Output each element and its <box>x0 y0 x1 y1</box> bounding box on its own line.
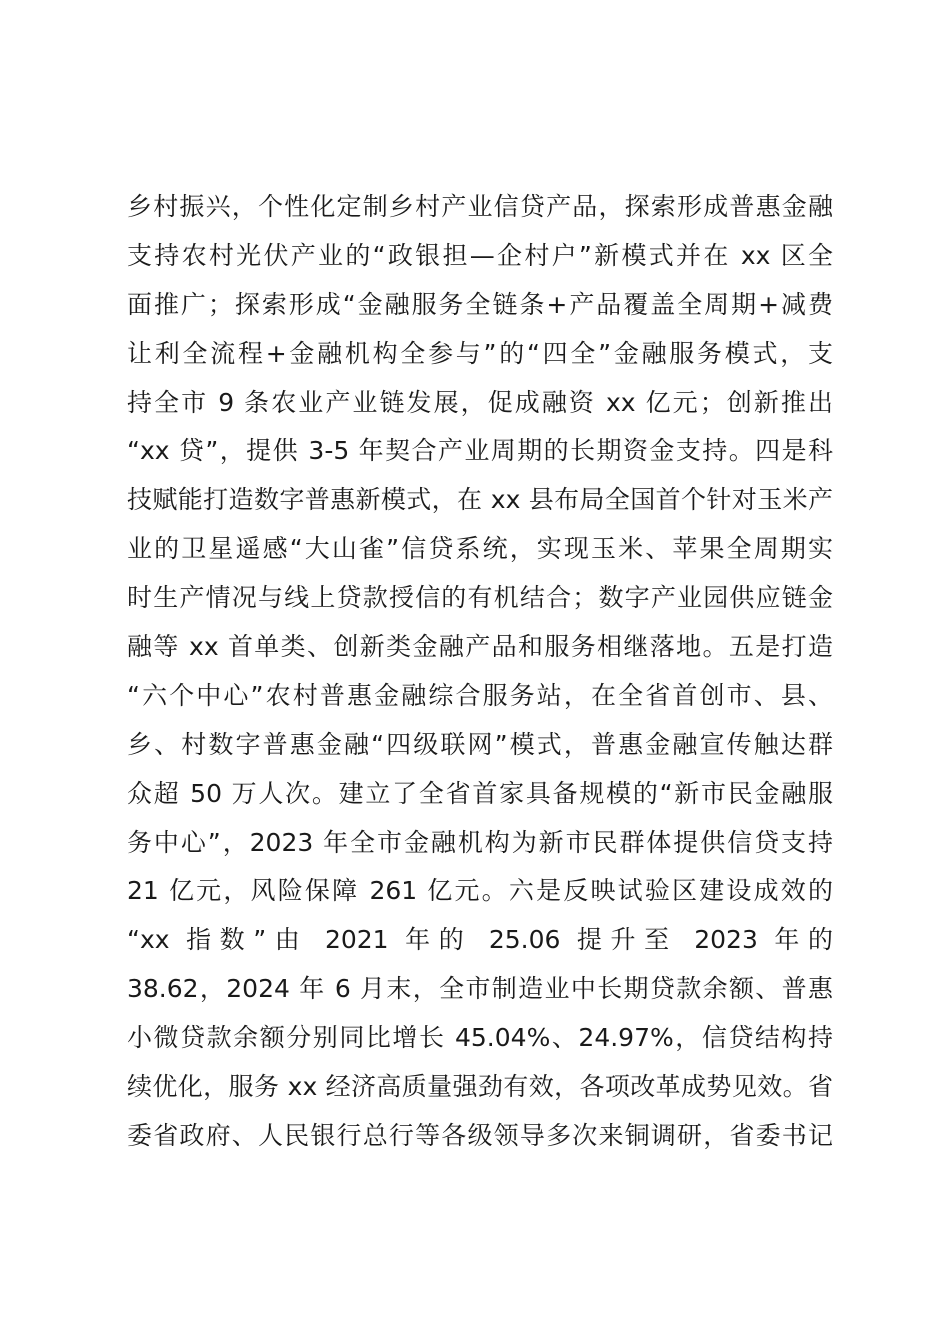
paragraph-line-15: 21 亿元，风险保障 261 亿元。六是反映试验区建设成效的 <box>127 876 833 906</box>
paragraph-line-3: 面推广；探索形成“金融服务全链条+产品覆盖全周期+减费 <box>127 289 833 319</box>
paragraph-line-16: “xx 指数”由 2021 年的 25.06 提升至 2023 年的 <box>127 925 833 955</box>
paragraph-line-9: 时生产情况与线上贷款授信的有机结合；数字产业园供应链金 <box>127 583 833 613</box>
paragraph-line-5: 持全市 9 条农业产业链发展，促成融资 xx 亿元；创新推出 <box>127 387 833 417</box>
paragraph-line-20: 委省政府、人民银行总行等各级领导多次来铜调研，省委书记 <box>127 1120 833 1150</box>
paragraph-line-11: “六个中心”农村普惠金融综合服务站，在全省首创市、县、 <box>127 680 833 710</box>
paragraph-line-6: “xx 贷”，提供 3-5 年契合产业周期的长期资金支持。四是科 <box>127 436 833 466</box>
paragraph-line-2: 支持农村光伏产业的“政银担—企村户”新模式并在 xx 区全 <box>127 240 833 270</box>
paragraph-line-8: 业的卫星遥感“大山雀”信贷系统，实现玉米、苹果全周期实 <box>127 534 833 564</box>
paragraph-line-7: 技赋能打造数字普惠新模式，在 xx 县布局全国首个针对玉米产 <box>127 485 833 515</box>
paragraph-line-12: 乡、村数字普惠金融“四级联网”模式，普惠金融宣传触达群 <box>127 729 833 759</box>
body-paragraph <box>127 183 833 1161</box>
paragraph-line-18: 小微贷款余额分别同比增长 45.04%、24.97%，信贷结构持 <box>127 1023 833 1053</box>
paragraph-line-13: 众超 50 万人次。建立了全省首家具备规模的“新市民金融服 <box>127 778 833 808</box>
paragraph-line-17: 38.62，2024 年 6 月末，全市制造业中长期贷款余额、普惠 <box>127 974 833 1004</box>
paragraph-line-19: 续优化，服务 xx 经济高质量强劲有效，各项改革成势见效。省 <box>127 1072 833 1102</box>
paragraph-line-4: 让利全流程+金融机构全参与”的“四全”金融服务模式，支 <box>127 338 833 368</box>
paragraph-line-10: 融等 xx 首单类、创新类金融产品和服务相继落地。五是打造 <box>127 632 833 662</box>
paragraph-line-14: 务中心”，2023 年全市金融机构为新市民群体提供信贷支持 <box>127 827 833 857</box>
paragraph-line-1: 乡村振兴，个性化定制乡村产业信贷产品，探索形成普惠金融 <box>127 192 833 221</box>
